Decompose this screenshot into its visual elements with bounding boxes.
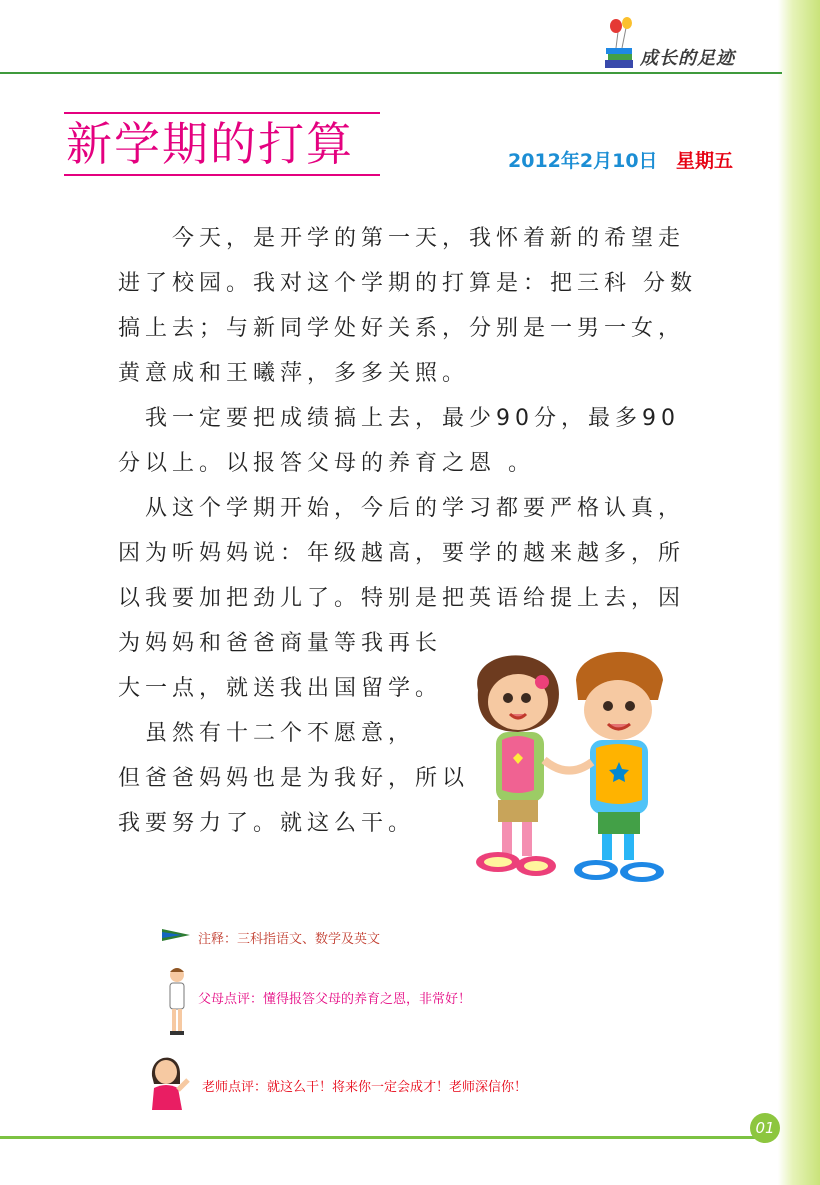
teacher-figure-icon (146, 1050, 192, 1110)
body-line: 为妈妈和爸爸商量等我再长 (118, 631, 443, 656)
decorative-side-bar (778, 0, 820, 1185)
body-line: 以我要加把劲儿了。特别是把英语给提上去，因 (118, 586, 686, 611)
body-line: 我要努力了。就这么干。 (118, 811, 416, 836)
annotation-note: 注释：三科指语文、数学及英文 (198, 932, 381, 947)
footer-divider (0, 1136, 760, 1139)
teacher-comment: 老师点评：就这么干！将来你一定会成才！老师深信你！ (202, 1080, 528, 1095)
schoolchildren-illustration (458, 640, 720, 902)
parent-figure-icon (164, 966, 190, 1038)
books-balloons-icon (600, 14, 640, 72)
body-line: 大一点，就送我出国留学。 (118, 676, 443, 701)
body-line: 进了校园。我对这个学期的打算是：把三科 分数 (118, 271, 697, 296)
body-line: 但爸爸妈妈也是为我好，所以 (118, 766, 470, 791)
article-date: 2012年2月10日 (508, 150, 658, 172)
pencil-icon (160, 926, 194, 944)
body-line: 今天，是开学的第一天，我怀着新的希望走 (118, 226, 686, 251)
parent-comment: 父母点评：懂得报答父母的养育之恩，非常好！ (198, 992, 472, 1007)
article-weekday: 星期五 (676, 150, 734, 172)
body-line: 分以上。以报答父母的养育之恩 。 (118, 451, 535, 476)
header-divider (0, 72, 782, 74)
page-number: 01 (750, 1113, 780, 1143)
body-line: 从这个学期开始，今后的学习都要严格认真， (118, 496, 686, 521)
article-title: 新学期的打算 (66, 117, 354, 171)
body-line: 搞上去；与新同学处好关系，分别是一男一女， (118, 316, 686, 341)
body-line: 黄意成和王曦萍，多多关照。 (118, 361, 470, 386)
body-line: 虽然有十二个不愿意， (118, 721, 416, 746)
body-line: 因为听妈妈说：年级越高，要学的越来越多，所 (118, 541, 686, 566)
body-line: 我一定要把成绩搞上去，最少90分，最多90 (118, 406, 680, 431)
section-tag: 成长的足迹 (640, 48, 735, 69)
